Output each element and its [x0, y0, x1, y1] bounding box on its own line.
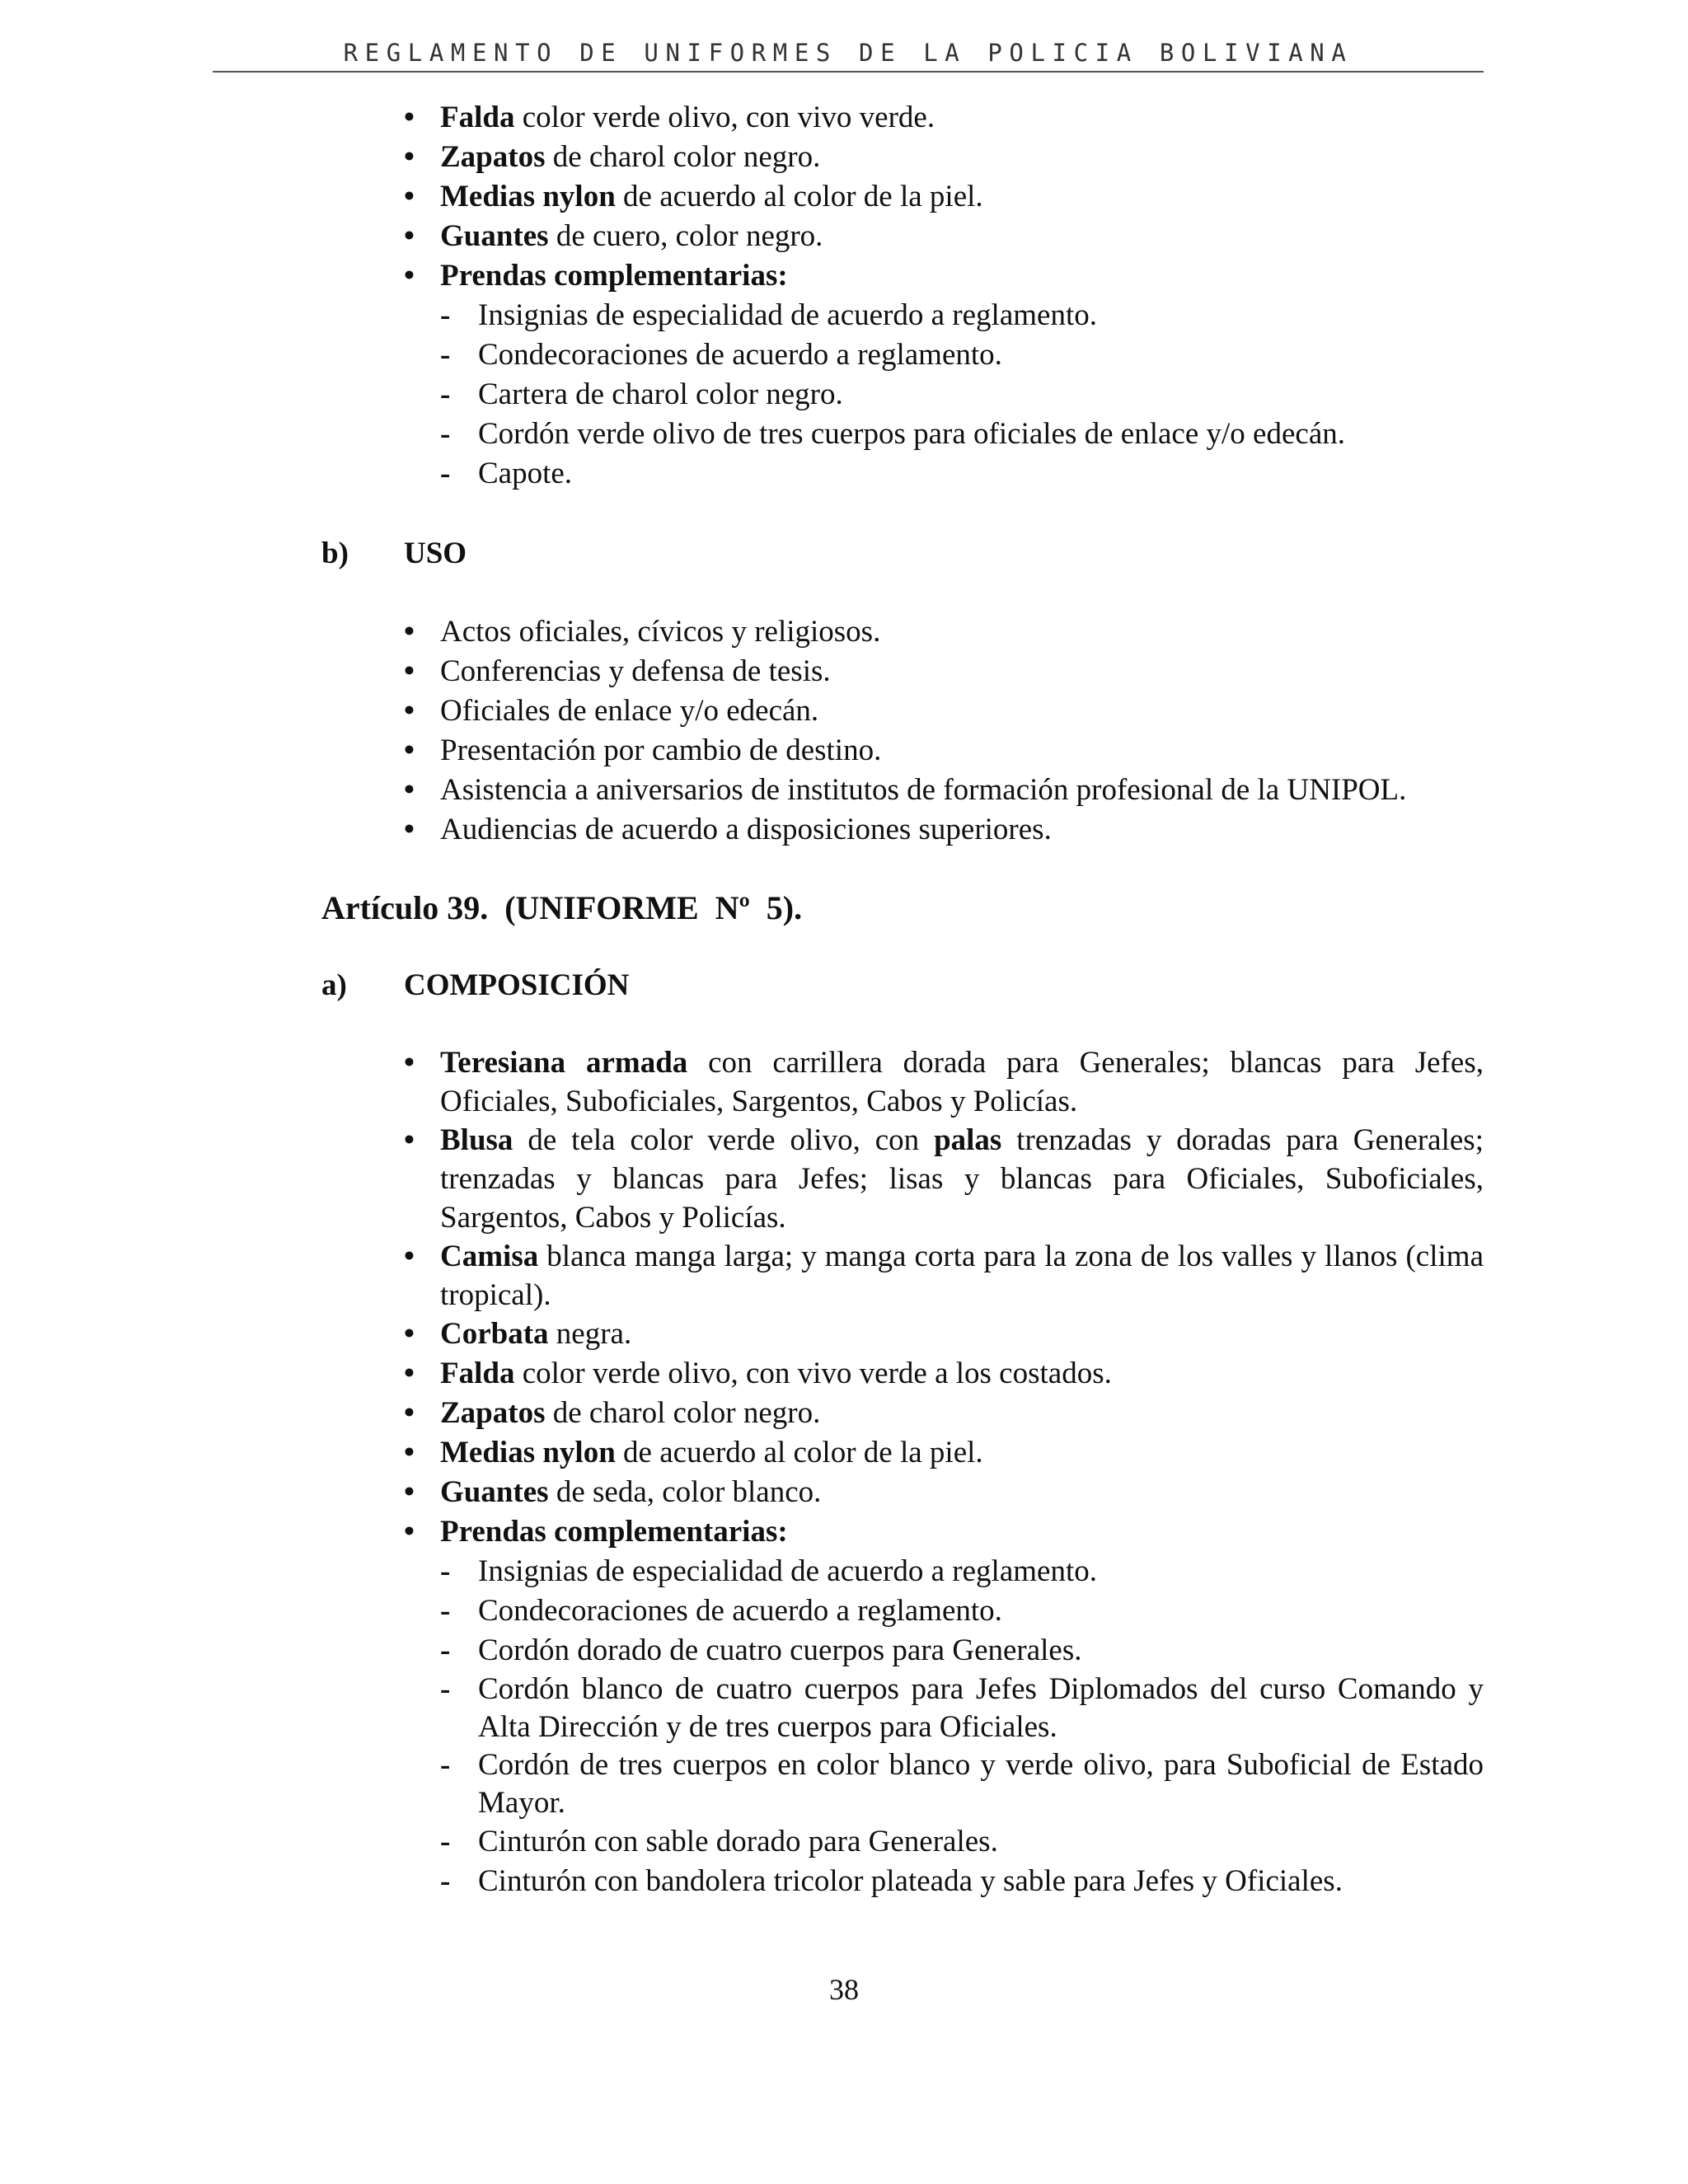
list-item: • Guantes de seda, color blanco. [404, 1473, 1484, 1512]
bullet-icon: • [404, 654, 415, 688]
list-item: • Medias nylon de acuerdo al color de la piel. [404, 177, 1484, 217]
section-title: COMPOSICIÓN [404, 968, 630, 1002]
dash-icon: - [440, 1554, 451, 1588]
sub-list-item: - Condecoraciones de acuerdo a reglamento. [440, 1591, 1484, 1631]
list-item: • Prendas complementarias: - Insignias de especialidad de acuerdo a reglamento. - Condecoraciones de acuerdo a reglamento. - Cordón dorado de cuatro cuerpos para Generales. - Cordón blanco de cuatro cuerpos para Jefes Diplomados del curso Comando y Alta Dirección y de tres cuerpos para Oficiales. - Cordón de tres cuerpos en color blanco y verde olivo, para Suboficial de Estado Mayor. - Cinturón con sable dorado para Generales. - Cinturón con bandolera tricolor plateada y sable para Jefes y Oficiales. [404, 1512, 1484, 1901]
list-item: • Medias nylon de acuerdo al color de la piel. [404, 1433, 1484, 1473]
list-item: • Conferencias y defensa de tesis. [404, 652, 1484, 691]
dash-icon: - [440, 1672, 451, 1706]
list-item: • Blusa de tela color verde olivo, con palas trenzadas y doradas para Generales; trenzadas y blancas para Jefes; lisas y blancas para Oficiales, Suboficiales, Sargentos, Cabos y Policías. [404, 1121, 1484, 1237]
bullet-icon: • [404, 1396, 415, 1430]
sub-list-item: - Cinturón con bandolera tricolor plateada y sable para Jefes y Oficiales. [440, 1862, 1484, 1901]
list-item: • Corbata negra. [404, 1315, 1484, 1354]
bullet-icon: • [404, 1357, 415, 1390]
bullet-icon: • [404, 1240, 415, 1273]
dash-icon: - [440, 1633, 451, 1667]
sub-list-item: - Cinturón con sable dorado para Generales. [440, 1822, 1484, 1862]
section-label: b) [321, 537, 349, 570]
dash-icon: - [440, 417, 451, 451]
dash-icon: - [440, 1748, 451, 1782]
running-header: REGLAMENTO DE UNIFORMES DE LA POLICIA BOLIVIANA [343, 39, 1353, 67]
sub-list-item: - Capote. [440, 454, 1484, 494]
bullet-icon: • [404, 615, 415, 649]
header-rule [213, 71, 1484, 73]
sub-list [440, 296, 1484, 494]
list-item: • Audiencias de acuerdo a disposiciones superiores. [404, 810, 1484, 850]
bullet-icon: • [404, 1436, 415, 1469]
list-item: • Camisa blanca manga larga; y manga corta para la zona de los valles y llanos (clima tropical). [404, 1237, 1484, 1315]
bullet-icon: • [404, 1123, 415, 1157]
sub-list-item: - Cordón de tres cuerpos en color blanco y verde olivo, para Suboficial de Estado Mayor. [440, 1748, 1484, 1820]
list-item: • Falda color verde olivo, con vivo verde. [404, 98, 1484, 138]
dash-icon: - [440, 377, 451, 411]
bullet-icon: • [404, 101, 415, 134]
article-heading: Artículo 39. (UNIFORME Nº 5). [321, 889, 803, 926]
bullet-icon: • [404, 813, 415, 846]
bullet-icon: • [404, 1515, 415, 1549]
list-item: • Zapatos de charol color negro. [404, 1394, 1484, 1433]
list-item: • Prendas complementarias: - Insignias de especialidad de acuerdo a reglamento. - Condecoraciones de acuerdo a reglamento. - Cartera de charol color negro. - Cordón verde olivo de tres cuerpos para oficiales de enlace y/o edecán. - Capote. [404, 256, 1484, 494]
uso-list [404, 612, 1484, 850]
list-item: • Guantes de cuero, color negro. [404, 217, 1484, 256]
list-item: • Falda color verde olivo, con vivo verde a los costados. [404, 1354, 1484, 1394]
sub-list-item: - Cordón blanco de cuatro cuerpos para Jefes Diplomados del curso Comando y Alta Dirección y de tres cuerpos para Oficiales. [440, 1672, 1484, 1744]
bullet-icon: • [404, 773, 415, 807]
list-item: • Actos oficiales, cívicos y religiosos. [404, 612, 1484, 652]
section-title: USO [404, 537, 467, 570]
sub-list [440, 1552, 1484, 1901]
bullet-icon: • [404, 259, 415, 293]
page-number: 38 [829, 1973, 859, 2006]
section-heading-composicion [321, 966, 981, 1005]
bullet-icon: • [404, 1317, 415, 1351]
bullet-icon: • [404, 219, 415, 253]
item-list-top [404, 98, 1484, 494]
composicion-list [404, 1043, 1484, 1901]
sub-list-item: - Condecoraciones de acuerdo a reglamento. [440, 335, 1484, 375]
section-label: a) [321, 968, 347, 1002]
sub-list-item: - Cordón dorado de cuatro cuerpos para Generales. [440, 1631, 1484, 1671]
list-item: • Teresiana armada con carrillera dorada para Generales; blancas para Jefes, Oficiales, Suboficiales, Sargentos, Cabos y Policías. [404, 1043, 1484, 1121]
list-item: • Zapatos de charol color negro. [404, 138, 1484, 177]
bullet-icon: • [404, 694, 415, 728]
dash-icon: - [440, 338, 451, 372]
section-heading-uso [321, 534, 816, 574]
dash-icon: - [440, 298, 451, 332]
list-item: • Oficiales de enlace y/o edecán. [404, 691, 1484, 731]
sub-list-item: - Insignias de especialidad de acuerdo a reglamento. [440, 296, 1484, 335]
dash-icon: - [440, 1864, 451, 1898]
bullet-icon: • [404, 180, 415, 213]
list-item: • Presentación por cambio de destino. [404, 731, 1484, 771]
sub-list-item: - Cartera de charol color negro. [440, 375, 1484, 415]
bullet-icon: • [404, 1475, 415, 1509]
sub-list-item: - Cordón verde olivo de tres cuerpos para oficiales de enlace y/o edecán. [440, 415, 1484, 454]
list-item: • Asistencia a aniversarios de institutos de formación profesional de la UNIPOL. [404, 771, 1484, 810]
bullet-icon: • [404, 733, 415, 767]
dash-icon: - [440, 1825, 451, 1858]
dash-icon: - [440, 1594, 451, 1628]
sub-list-item: - Insignias de especialidad de acuerdo a reglamento. [440, 1552, 1484, 1591]
bullet-icon: • [404, 1046, 415, 1080]
dash-icon: - [440, 457, 451, 490]
bullet-icon: • [404, 140, 415, 174]
